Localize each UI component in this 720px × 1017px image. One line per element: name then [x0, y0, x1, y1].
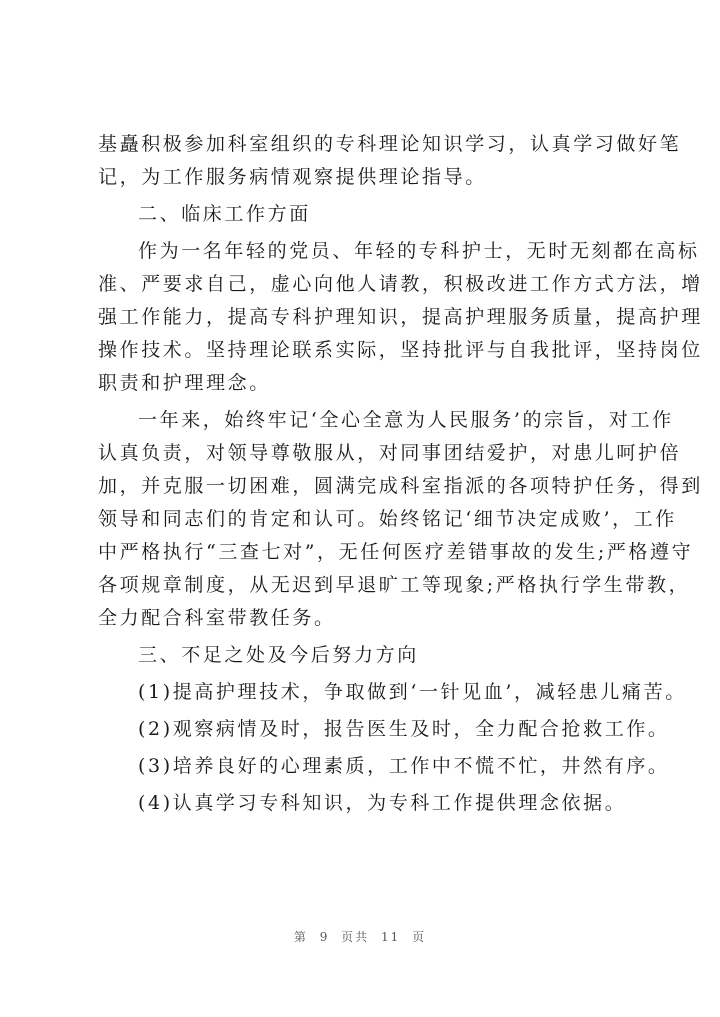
text-line: 作为一名年轻的党员、年轻的专科护士，无时无刻都在高标: [138, 240, 700, 262]
list-item: (4)认真学习专科知识，为专科工作提供理念依据。: [138, 792, 627, 814]
text-line: 操作技术。坚持理论联系实际，坚持批评与自我批评，坚持岗位: [98, 339, 703, 361]
text-line: 全力配合科室带教任务。: [98, 607, 336, 629]
paragraph-year-summary: [98, 404, 703, 635]
text-line: 加，并克服一切困难，圆满完成科室指派的各项特护任务，得到: [98, 475, 703, 497]
text-line: 职责和护理理念。: [98, 372, 271, 394]
text-line: 基矗积极参加科室组织的专科理论知识学习，认真学习做好笔: [98, 133, 682, 155]
text-line: 记，为工作服务病情观察提供理论指导。: [98, 166, 487, 188]
text-line: 准、严要求自己，虚心向他人请教，积极改进工作方式方法，增: [98, 273, 703, 295]
text-line: 强工作能力，提高专科护理知识，提高护理服务质量，提高护理: [98, 306, 703, 328]
text-line: 一年来，始终牢记‘全心全意为人民服务’的宗旨，对工作: [138, 409, 674, 431]
section-heading-shortcomings: 三、不足之处及今后努力方向: [138, 644, 419, 666]
list-item: (1)提高护理技术，争取做到‘一针见血’，减轻患儿痛苦。: [138, 681, 687, 703]
paragraph-clinical-work: [98, 235, 703, 400]
list-item: (3)培养良好的心理素质，工作中不慌不忙，井然有序。: [138, 755, 670, 777]
footer-label-ye: 页: [412, 930, 427, 944]
footer-label-ye-gong: 页共: [341, 930, 370, 944]
text-line: 各项规章制度，从无迟到早退旷工等现象;严格执行学生带教，: [98, 574, 691, 596]
text-line: 认真负责，对领导尊敬服从，对同事团结爱护，对患儿呵护倍: [98, 442, 682, 464]
page-number-current: 9: [319, 930, 330, 944]
text-line: 领导和同志们的肯定和认可。始终铭记‘细节决定成败’，工作: [98, 508, 677, 530]
page-footer: [0, 928, 720, 945]
section-heading-clinical-work: 二、临床工作方面: [138, 203, 311, 225]
paragraph-continuation: [98, 128, 682, 194]
text-line: 中严格执行“三查七对”，无任何医疗差错事故的发生;严格遵守: [98, 541, 694, 563]
footer-label-di: 第: [293, 930, 308, 944]
page-number-total: 11: [381, 930, 401, 944]
document-body: [98, 128, 703, 820]
list-item: (2)观察病情及时，报告医生及时，全力配合抢救工作。: [138, 718, 670, 740]
